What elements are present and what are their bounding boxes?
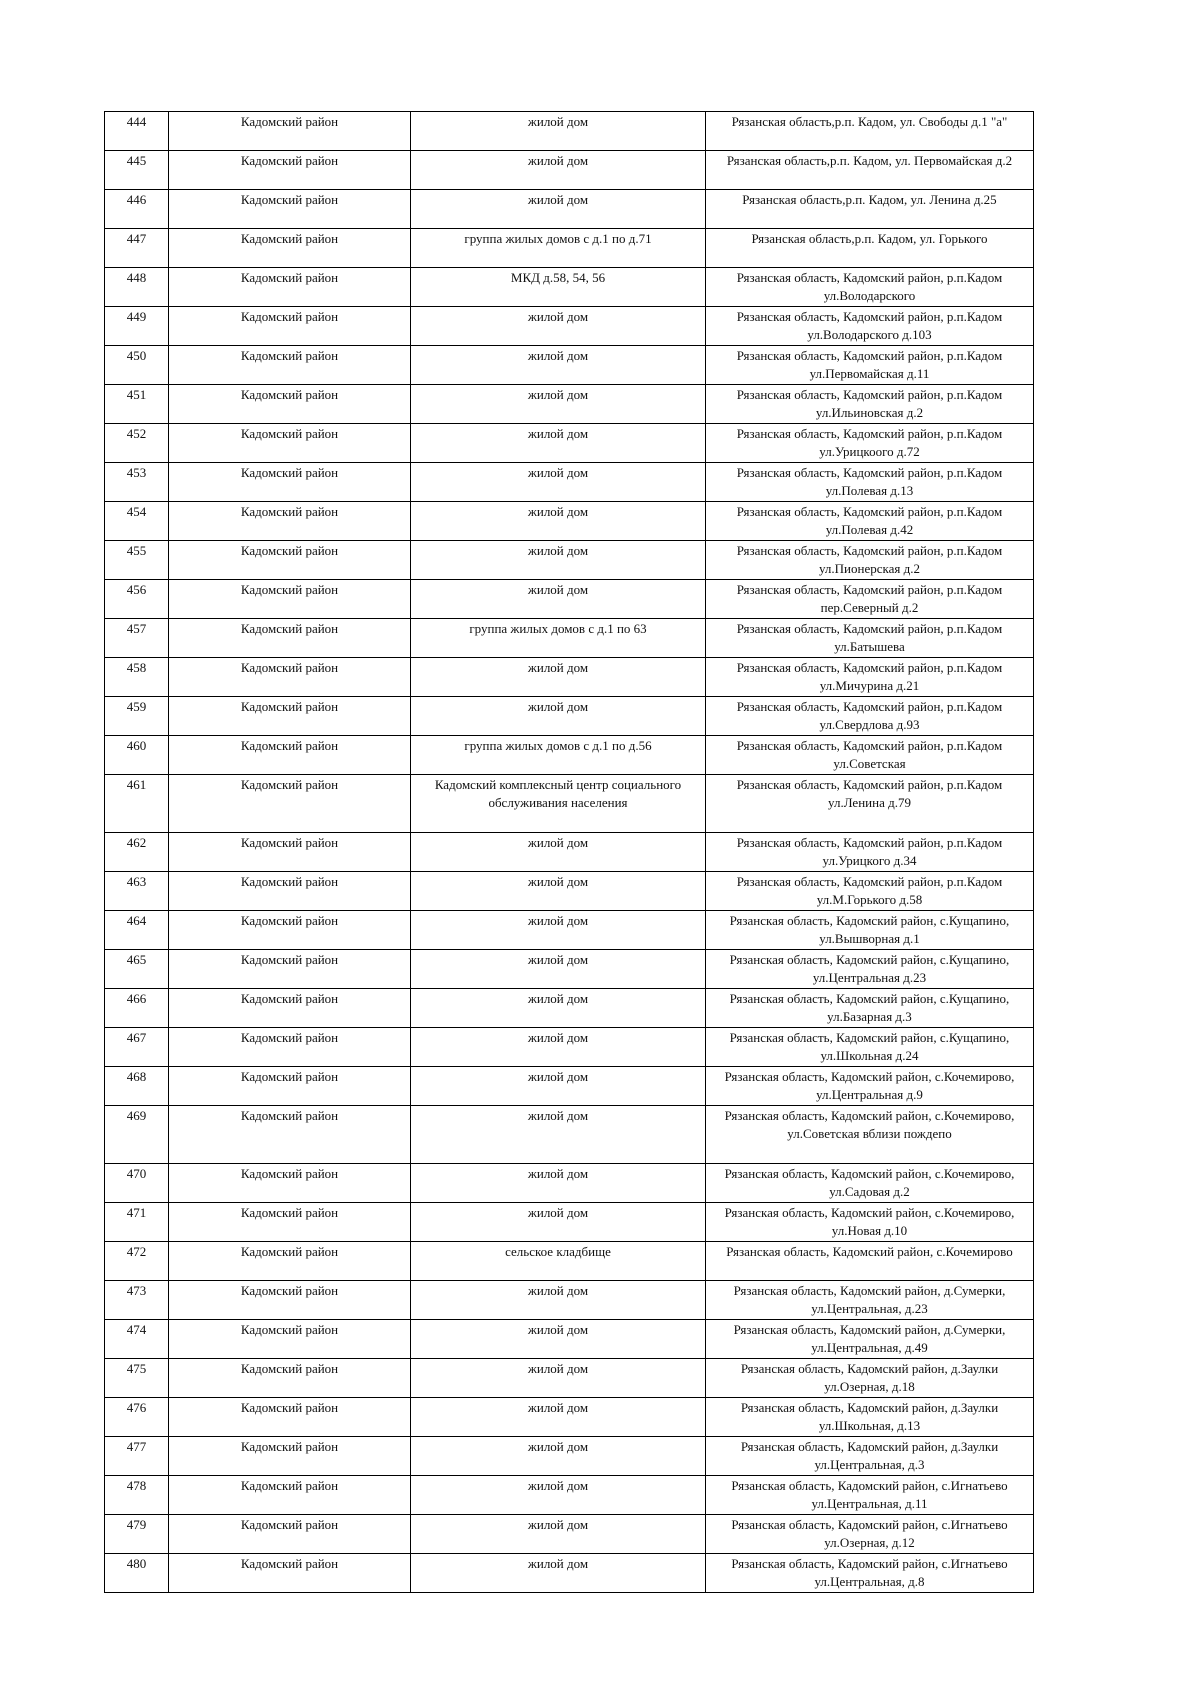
table-row — [105, 385, 1034, 424]
district-cell: Кадомский район — [169, 580, 411, 619]
district-cell: Кадомский район — [169, 658, 411, 697]
table-row — [105, 872, 1034, 911]
address-cell: Рязанская область, Кадомский район, с.Кочемирово, ул.Новая д.10 — [706, 1203, 1034, 1242]
address-cell: Рязанская область, Кадомский район, р.п.Кадом ул.Полевая д.13 — [706, 463, 1034, 502]
row-number-cell: 476 — [105, 1398, 169, 1437]
address-cell: Рязанская область, Кадомский район, с.Кочемирово — [706, 1242, 1034, 1281]
object-cell: жилой дом — [411, 1515, 706, 1554]
district-cell: Кадомский район — [169, 1203, 411, 1242]
address-cell: Рязанская область, Кадомский район, р.п.Кадом ул.Ильиновская д.2 — [706, 385, 1034, 424]
object-cell: жилой дом — [411, 1106, 706, 1164]
row-number-cell: 469 — [105, 1106, 169, 1164]
table-row — [105, 1203, 1034, 1242]
object-cell: жилой дом — [411, 346, 706, 385]
address-cell: Рязанская область, Кадомский район, р.п.Кадом ул.Мичурина д.21 — [706, 658, 1034, 697]
object-cell: жилой дом — [411, 1164, 706, 1203]
district-cell: Кадомский район — [169, 1281, 411, 1320]
row-number-cell: 464 — [105, 911, 169, 950]
district-cell: Кадомский район — [169, 1028, 411, 1067]
row-number-cell: 459 — [105, 697, 169, 736]
address-cell: Рязанская область,р.п. Кадом, ул. Свободы д.1 "а" — [706, 112, 1034, 151]
table-row — [105, 307, 1034, 346]
district-cell: Кадомский район — [169, 1554, 411, 1593]
object-cell: жилой дом — [411, 424, 706, 463]
address-cell: Рязанская область,р.п. Кадом, ул. Первомайская д.2 — [706, 151, 1034, 190]
table-row — [105, 502, 1034, 541]
address-cell: Рязанская область, Кадомский район, р.п.Кадом ул.Батышева — [706, 619, 1034, 658]
table-row — [105, 1028, 1034, 1067]
table-row — [105, 580, 1034, 619]
table-row — [105, 151, 1034, 190]
district-cell: Кадомский район — [169, 229, 411, 268]
row-number-cell: 444 — [105, 112, 169, 151]
object-cell: жилой дом — [411, 1028, 706, 1067]
object-cell: жилой дом — [411, 580, 706, 619]
object-cell: жилой дом — [411, 911, 706, 950]
object-cell: жилой дом — [411, 1554, 706, 1593]
table-row — [105, 268, 1034, 307]
object-cell: сельское кладбище — [411, 1242, 706, 1281]
address-cell: Рязанская область, Кадомский район, р.п.Кадом ул.Ленина д.79 — [706, 775, 1034, 833]
row-number-cell: 451 — [105, 385, 169, 424]
district-cell: Кадомский район — [169, 872, 411, 911]
district-cell: Кадомский район — [169, 307, 411, 346]
row-number-cell: 473 — [105, 1281, 169, 1320]
table-row — [105, 1476, 1034, 1515]
address-cell: Рязанская область, Кадомский район, д.Заулки ул.Школьная, д.13 — [706, 1398, 1034, 1437]
address-cell: Рязанская область,р.п. Кадом, ул. Горького — [706, 229, 1034, 268]
table-row — [105, 1067, 1034, 1106]
object-cell: жилой дом — [411, 502, 706, 541]
table-body — [105, 112, 1034, 1593]
row-number-cell: 445 — [105, 151, 169, 190]
object-cell: группа жилых домов с д.1 по д.56 — [411, 736, 706, 775]
table-row — [105, 190, 1034, 229]
object-cell: жилой дом — [411, 1437, 706, 1476]
district-cell: Кадомский район — [169, 1242, 411, 1281]
object-cell: жилой дом — [411, 151, 706, 190]
district-cell: Кадомский район — [169, 385, 411, 424]
district-cell: Кадомский район — [169, 346, 411, 385]
address-cell: Рязанская область, Кадомский район, с.Кущапино, ул.Вышворная д.1 — [706, 911, 1034, 950]
data-table — [104, 111, 1034, 1593]
row-number-cell: 449 — [105, 307, 169, 346]
object-cell: жилой дом — [411, 1359, 706, 1398]
row-number-cell: 454 — [105, 502, 169, 541]
table-row — [105, 1106, 1034, 1164]
object-cell: жилой дом — [411, 872, 706, 911]
address-cell: Рязанская область, Кадомский район, с.Кущапино, ул.Школьная д.24 — [706, 1028, 1034, 1067]
district-cell: Кадомский район — [169, 1164, 411, 1203]
table-row — [105, 697, 1034, 736]
table-row — [105, 1281, 1034, 1320]
address-cell: Рязанская область, Кадомский район, с.Кочемирово, ул.Центральная д.9 — [706, 1067, 1034, 1106]
row-number-cell: 468 — [105, 1067, 169, 1106]
address-cell: Рязанская область, Кадомский район, с.Игнатьево ул.Озерная, д.12 — [706, 1515, 1034, 1554]
district-cell: Кадомский район — [169, 151, 411, 190]
object-cell: МКД д.58, 54, 56 — [411, 268, 706, 307]
row-number-cell: 470 — [105, 1164, 169, 1203]
address-cell: Рязанская область, Кадомский район, р.п.Кадом пер.Северный д.2 — [706, 580, 1034, 619]
row-number-cell: 447 — [105, 229, 169, 268]
district-cell: Кадомский район — [169, 989, 411, 1028]
row-number-cell: 461 — [105, 775, 169, 833]
district-cell: Кадомский район — [169, 833, 411, 872]
row-number-cell: 448 — [105, 268, 169, 307]
row-number-cell: 456 — [105, 580, 169, 619]
object-cell: жилой дом — [411, 190, 706, 229]
object-cell: жилой дом — [411, 1281, 706, 1320]
row-number-cell: 453 — [105, 463, 169, 502]
table-row — [105, 229, 1034, 268]
district-cell: Кадомский район — [169, 619, 411, 658]
row-number-cell: 477 — [105, 1437, 169, 1476]
table-row — [105, 911, 1034, 950]
row-number-cell: 471 — [105, 1203, 169, 1242]
address-cell: Рязанская область, Кадомский район, р.п.Кадом ул.Володарского — [706, 268, 1034, 307]
address-cell: Рязанская область, Кадомский район, р.п.Кадом ул.Урицкоого д.72 — [706, 424, 1034, 463]
address-cell: Рязанская область, Кадомский район, р.п.Кадом ул.Полевая д.42 — [706, 502, 1034, 541]
table-row — [105, 1554, 1034, 1593]
row-number-cell: 457 — [105, 619, 169, 658]
table-row — [105, 989, 1034, 1028]
address-cell: Рязанская область, Кадомский район, д.Заулки ул.Центральная, д.3 — [706, 1437, 1034, 1476]
object-cell: жилой дом — [411, 1476, 706, 1515]
table-row — [105, 736, 1034, 775]
district-cell: Кадомский район — [169, 1398, 411, 1437]
object-cell: жилой дом — [411, 1398, 706, 1437]
table-row — [105, 463, 1034, 502]
district-cell: Кадомский район — [169, 1515, 411, 1554]
district-cell: Кадомский район — [169, 736, 411, 775]
district-cell: Кадомский район — [169, 950, 411, 989]
row-number-cell: 480 — [105, 1554, 169, 1593]
row-number-cell: 450 — [105, 346, 169, 385]
row-number-cell: 460 — [105, 736, 169, 775]
row-number-cell: 465 — [105, 950, 169, 989]
address-cell: Рязанская область, Кадомский район, р.п.Кадом ул.Володарского д.103 — [706, 307, 1034, 346]
object-cell: Кадомский комплексный центр социального обслуживания населения — [411, 775, 706, 833]
table-row — [105, 775, 1034, 833]
table-row — [105, 424, 1034, 463]
table-row — [105, 1437, 1034, 1476]
row-number-cell: 475 — [105, 1359, 169, 1398]
object-cell: жилой дом — [411, 112, 706, 151]
object-cell: жилой дом — [411, 950, 706, 989]
object-cell: жилой дом — [411, 697, 706, 736]
table-row — [105, 1398, 1034, 1437]
table-row — [105, 1515, 1034, 1554]
district-cell: Кадомский район — [169, 190, 411, 229]
address-cell: Рязанская область, Кадомский район, с.Кущапино, ул.Центральная д.23 — [706, 950, 1034, 989]
district-cell: Кадомский район — [169, 268, 411, 307]
table-row — [105, 1359, 1034, 1398]
object-cell: жилой дом — [411, 463, 706, 502]
row-number-cell: 466 — [105, 989, 169, 1028]
table-row — [105, 619, 1034, 658]
row-number-cell: 455 — [105, 541, 169, 580]
row-number-cell: 478 — [105, 1476, 169, 1515]
table-row — [105, 1242, 1034, 1281]
address-cell: Рязанская область, Кадомский район, с.Кочемирово, ул.Советская вблизи пождепо — [706, 1106, 1034, 1164]
row-number-cell: 452 — [105, 424, 169, 463]
address-cell: Рязанская область, Кадомский район, р.п.Кадом ул.Первомайская д.11 — [706, 346, 1034, 385]
row-number-cell: 467 — [105, 1028, 169, 1067]
table-row — [105, 112, 1034, 151]
district-cell: Кадомский район — [169, 1320, 411, 1359]
row-number-cell: 472 — [105, 1242, 169, 1281]
table-row — [105, 950, 1034, 989]
object-cell: жилой дом — [411, 541, 706, 580]
table-row — [105, 541, 1034, 580]
district-cell: Кадомский район — [169, 1437, 411, 1476]
address-cell: Рязанская область, Кадомский район, д.Сумерки, ул.Центральная, д.49 — [706, 1320, 1034, 1359]
address-cell: Рязанская область, Кадомский район, д.Заулки ул.Озерная, д.18 — [706, 1359, 1034, 1398]
address-cell: Рязанская область, Кадомский район, с.Кочемирово, ул.Садовая д.2 — [706, 1164, 1034, 1203]
object-cell: жилой дом — [411, 307, 706, 346]
district-cell: Кадомский район — [169, 112, 411, 151]
table-row — [105, 833, 1034, 872]
row-number-cell: 463 — [105, 872, 169, 911]
district-cell: Кадомский район — [169, 1476, 411, 1515]
address-cell: Рязанская область, Кадомский район, с.Игнатьево ул.Центральная, д.8 — [706, 1554, 1034, 1593]
table-row — [105, 1320, 1034, 1359]
address-cell: Рязанская область, Кадомский район, с.Кущапино, ул.Базарная д.3 — [706, 989, 1034, 1028]
table-row — [105, 1164, 1034, 1203]
district-cell: Кадомский район — [169, 1067, 411, 1106]
object-cell: жилой дом — [411, 658, 706, 697]
address-cell: Рязанская область, Кадомский район, р.п.Кадом ул.М.Горького д.58 — [706, 872, 1034, 911]
row-number-cell: 458 — [105, 658, 169, 697]
address-cell: Рязанская область, Кадомский район, р.п.Кадом ул.Урицкого д.34 — [706, 833, 1034, 872]
district-cell: Кадомский район — [169, 911, 411, 950]
table-row — [105, 658, 1034, 697]
object-cell: жилой дом — [411, 989, 706, 1028]
district-cell: Кадомский район — [169, 775, 411, 833]
district-cell: Кадомский район — [169, 502, 411, 541]
address-cell: Рязанская область, Кадомский район, с.Игнатьево ул.Центральная, д.11 — [706, 1476, 1034, 1515]
address-cell: Рязанская область, Кадомский район, р.п.Кадом ул.Пионерская д.2 — [706, 541, 1034, 580]
object-cell: жилой дом — [411, 385, 706, 424]
address-cell: Рязанская область, Кадомский район, д.Сумерки, ул.Центральная, д.23 — [706, 1281, 1034, 1320]
object-cell: жилой дом — [411, 833, 706, 872]
district-cell: Кадомский район — [169, 1359, 411, 1398]
district-cell: Кадомский район — [169, 463, 411, 502]
object-cell: группа жилых домов с д.1 по 63 — [411, 619, 706, 658]
row-number-cell: 446 — [105, 190, 169, 229]
address-cell: Рязанская область,р.п. Кадом, ул. Ленина д.25 — [706, 190, 1034, 229]
row-number-cell: 462 — [105, 833, 169, 872]
district-cell: Кадомский район — [169, 424, 411, 463]
row-number-cell: 474 — [105, 1320, 169, 1359]
table-row — [105, 346, 1034, 385]
address-cell: Рязанская область, Кадомский район, р.п.Кадом ул.Советская — [706, 736, 1034, 775]
object-cell: группа жилых домов с д.1 по д.71 — [411, 229, 706, 268]
district-cell: Кадомский район — [169, 541, 411, 580]
address-cell: Рязанская область, Кадомский район, р.п.Кадом ул.Свердлова д.93 — [706, 697, 1034, 736]
object-cell: жилой дом — [411, 1320, 706, 1359]
row-number-cell: 479 — [105, 1515, 169, 1554]
district-cell: Кадомский район — [169, 1106, 411, 1164]
district-cell: Кадомский район — [169, 697, 411, 736]
object-cell: жилой дом — [411, 1203, 706, 1242]
object-cell: жилой дом — [411, 1067, 706, 1106]
